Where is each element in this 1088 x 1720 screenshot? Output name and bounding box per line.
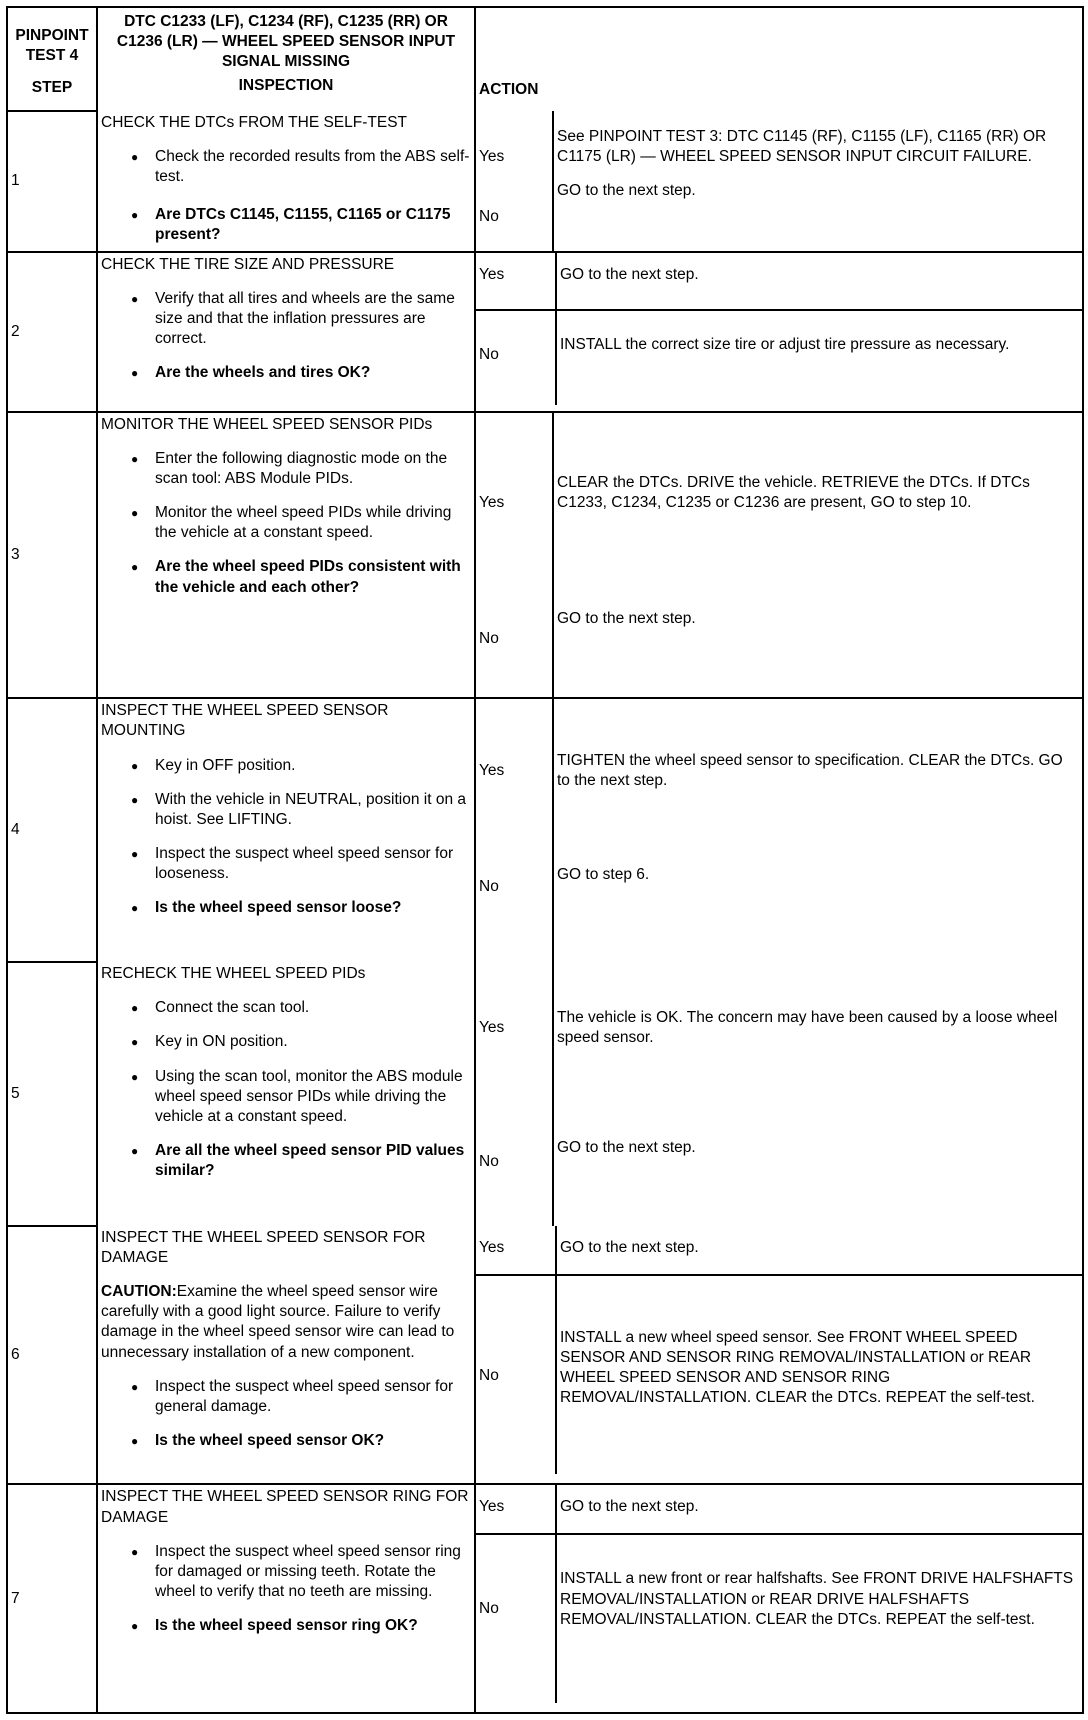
step-number: 2 <box>7 252 97 412</box>
step-row-2 <box>7 252 1083 412</box>
caution-note <box>101 1282 471 1363</box>
step-actions <box>553 698 1083 962</box>
test-label: PINPOINT TEST 4 <box>15 27 89 65</box>
bullet-item: ● Inspect the suspect wheel speed sensor for general damage. <box>101 1377 471 1417</box>
bullet-item: ● Key in OFF position. <box>101 756 471 776</box>
step-inspection <box>97 962 475 1226</box>
bullet-list <box>101 756 471 919</box>
step-inspection <box>97 1226 475 1485</box>
test-label-cell <box>7 7 97 111</box>
action-column-header-cell <box>475 7 553 111</box>
no-label: No <box>476 1535 557 1703</box>
no-action: GO to the next step. <box>557 1139 696 1157</box>
bullet-item: ● Check the recorded results from the ABS self-test. <box>101 147 471 187</box>
step-title: RECHECK THE WHEEL SPEED PIDs <box>101 965 366 983</box>
header-blank-cell <box>553 7 1083 111</box>
step-title: CHECK THE DTCs FROM THE SELF-TEST <box>101 113 408 131</box>
yes-action: TIGHTEN the wheel speed sensor to specification. CLEAR the DTCs. GO to the next step. <box>557 752 1063 790</box>
no-action: GO to the next step. <box>557 609 696 627</box>
step-question: ● Are the wheels and tires OK? <box>101 363 471 383</box>
bullet-list <box>101 1377 471 1451</box>
caution-label: CAUTION: <box>101 1283 177 1301</box>
yes-action: GO to the next step. <box>560 1238 699 1256</box>
step-row-6 <box>7 1226 1083 1485</box>
step-question: ● Are all the wheel speed sensor PID values similar? <box>101 1141 471 1181</box>
yes-action: See PINPOINT TEST 3: DTC C1145 (RF), C1155 (LF), C1165 (RR) OR C1175 (LR) — WHEEL SPEED SENSOR INPUT CIRCUIT FAILURE. <box>557 127 1047 165</box>
yes-action: GO to the next step. <box>560 1498 699 1516</box>
bullet-item: ● Connect the scan tool. <box>101 998 471 1018</box>
step-row-1 <box>7 111 1083 252</box>
yes-label: Yes <box>476 1485 557 1533</box>
test-title-cell <box>97 7 475 111</box>
bullet-list <box>101 147 471 246</box>
bullet-item: ● With the vehicle in NEUTRAL, position it on a hoist. See LIFTING. <box>101 790 471 830</box>
step-inspection <box>97 1484 475 1713</box>
yes-label: Yes <box>479 762 505 780</box>
yes-action: GO to the next step. <box>560 265 699 283</box>
no-label: No <box>476 311 557 405</box>
step-inspection <box>97 252 475 412</box>
bullet-item: ● Key in ON position. <box>101 1032 471 1052</box>
step-answers <box>475 698 553 962</box>
no-action: GO to the next step. <box>557 182 696 200</box>
no-label: No <box>479 1153 499 1171</box>
yes-label: Yes <box>476 253 557 309</box>
header-row <box>7 7 1083 111</box>
bullet-item: ● Monitor the wheel speed PIDs while driving the vehicle at a constant speed. <box>101 503 471 543</box>
bullet-list <box>101 289 471 384</box>
pinpoint-test-table <box>6 6 1084 1714</box>
no-action: GO to step 6. <box>557 866 650 884</box>
step-number: 5 <box>7 962 97 1226</box>
step-question: ● Is the wheel speed sensor loose? <box>101 898 471 918</box>
caution-text: Examine the wheel speed sensor wire carefully with a good light source. Failure to verify damage in the wheel speed sensor wire can lead to unnecessary installation of a new component. <box>101 1283 455 1361</box>
step-number: 7 <box>7 1484 97 1713</box>
step-question: ● Are the wheel speed PIDs consistent with the vehicle and each other? <box>101 557 471 597</box>
step-title: INSPECT THE WHEEL SPEED SENSOR MOUNTING <box>101 702 389 740</box>
yes-label: Yes <box>476 1226 557 1274</box>
bullet-list <box>101 998 471 1181</box>
step-number: 1 <box>7 111 97 252</box>
step-answers <box>475 111 553 252</box>
step-number: 6 <box>7 1226 97 1485</box>
step-actions <box>553 111 1083 252</box>
no-label: No <box>479 629 499 647</box>
step-inspection <box>97 111 475 252</box>
test-title: DTC C1233 (LF), C1234 (RF), C1235 (RR) OR C1236 (LR) — WHEEL SPEED SENSOR INPUT SIGNAL MISSING <box>116 13 456 71</box>
bullet-item: ● Verify that all tires and wheels are the same size and that the inflation pressures are correct. <box>101 289 471 349</box>
inspection-column-header: INSPECTION <box>238 77 334 95</box>
step-question: ● Is the wheel speed sensor OK? <box>101 1431 471 1451</box>
step-number: 3 <box>7 412 97 699</box>
bullet-list <box>101 1542 471 1637</box>
bullet-item: ● Enter the following diagnostic mode on the scan tool: ABS Module PIDs. <box>101 449 471 489</box>
yes-label: Yes <box>479 493 505 511</box>
no-action: INSTALL a new front or rear halfshafts. See FRONT DRIVE HALFSHAFTS REMOVAL/INSTALLATION or REAR DRIVE HALFSHAFTS REMOVAL/INSTALLATION. CLEAR the DTCs. REPEAT the self-test. <box>560 1570 1074 1628</box>
step-row-7 <box>7 1484 1083 1713</box>
step-answer-grid <box>475 252 1083 412</box>
step-title: INSPECT THE WHEEL SPEED SENSOR FOR DAMAGE <box>101 1228 426 1267</box>
step-row-3 <box>7 412 1083 699</box>
no-label: No <box>479 878 499 896</box>
step-actions <box>553 412 1083 699</box>
step-inspection <box>97 412 475 699</box>
step-row-5 <box>7 962 1083 1226</box>
pinpoint-test-table-container <box>6 6 1082 1714</box>
action-column-header: ACTION <box>479 81 539 98</box>
no-label: No <box>476 1276 557 1474</box>
bullet-list <box>101 449 471 598</box>
step-answer-grid <box>475 1226 1083 1485</box>
bullet-item: ● Inspect the suspect wheel speed sensor ring for damaged or missing teeth. Rotate the wheel to verify that no teeth are missing. <box>101 1542 471 1602</box>
step-question: ● Is the wheel speed sensor ring OK? <box>101 1616 471 1636</box>
step-answers <box>475 962 553 1226</box>
step-title: CHECK THE TIRE SIZE AND PRESSURE <box>101 255 395 273</box>
no-action: INSTALL a new wheel speed sensor. See FRONT WHEEL SPEED SENSOR AND SENSOR RING REMOVAL/INSTALLATION or REAR WHEEL SPEED SENSOR AND SENSOR RING REMOVAL/INSTALLATION. CLEAR the DTCs. REPEAT the self-test. <box>560 1328 1035 1407</box>
step-title: INSPECT THE WHEEL SPEED SENSOR RING FOR DAMAGE <box>101 1488 469 1526</box>
yes-label: Yes <box>479 147 505 165</box>
step-column-header: STEP <box>31 79 73 97</box>
step-title: MONITOR THE WHEEL SPEED SENSOR PIDs <box>101 415 433 433</box>
bullet-item: ● Inspect the suspect wheel speed sensor for looseness. <box>101 844 471 884</box>
bullet-item: ● Using the scan tool, monitor the ABS module wheel speed sensor PIDs while driving the vehicle at a constant speed. <box>101 1067 471 1127</box>
step-answers <box>475 412 553 699</box>
no-action: INSTALL the correct size tire or adjust tire pressure as necessary. <box>560 335 1010 353</box>
step-number: 4 <box>7 698 97 962</box>
step-row-4 <box>7 698 1083 962</box>
step-inspection <box>97 698 475 962</box>
step-actions <box>553 962 1083 1226</box>
step-answer-grid <box>475 1484 1083 1713</box>
no-label: No <box>479 207 499 225</box>
yes-action: CLEAR the DTCs. DRIVE the vehicle. RETRIEVE the DTCs. If DTCs C1233, C1234, C1235 or C1236 are present, GO to step 10. <box>557 473 1030 511</box>
yes-label: Yes <box>479 1019 505 1037</box>
step-question: ● Are DTCs C1145, C1155, C1165 or C1175 present? <box>101 205 471 245</box>
yes-action: The vehicle is OK. The concern may have been caused by a loose wheel speed sensor. <box>557 1009 1058 1047</box>
